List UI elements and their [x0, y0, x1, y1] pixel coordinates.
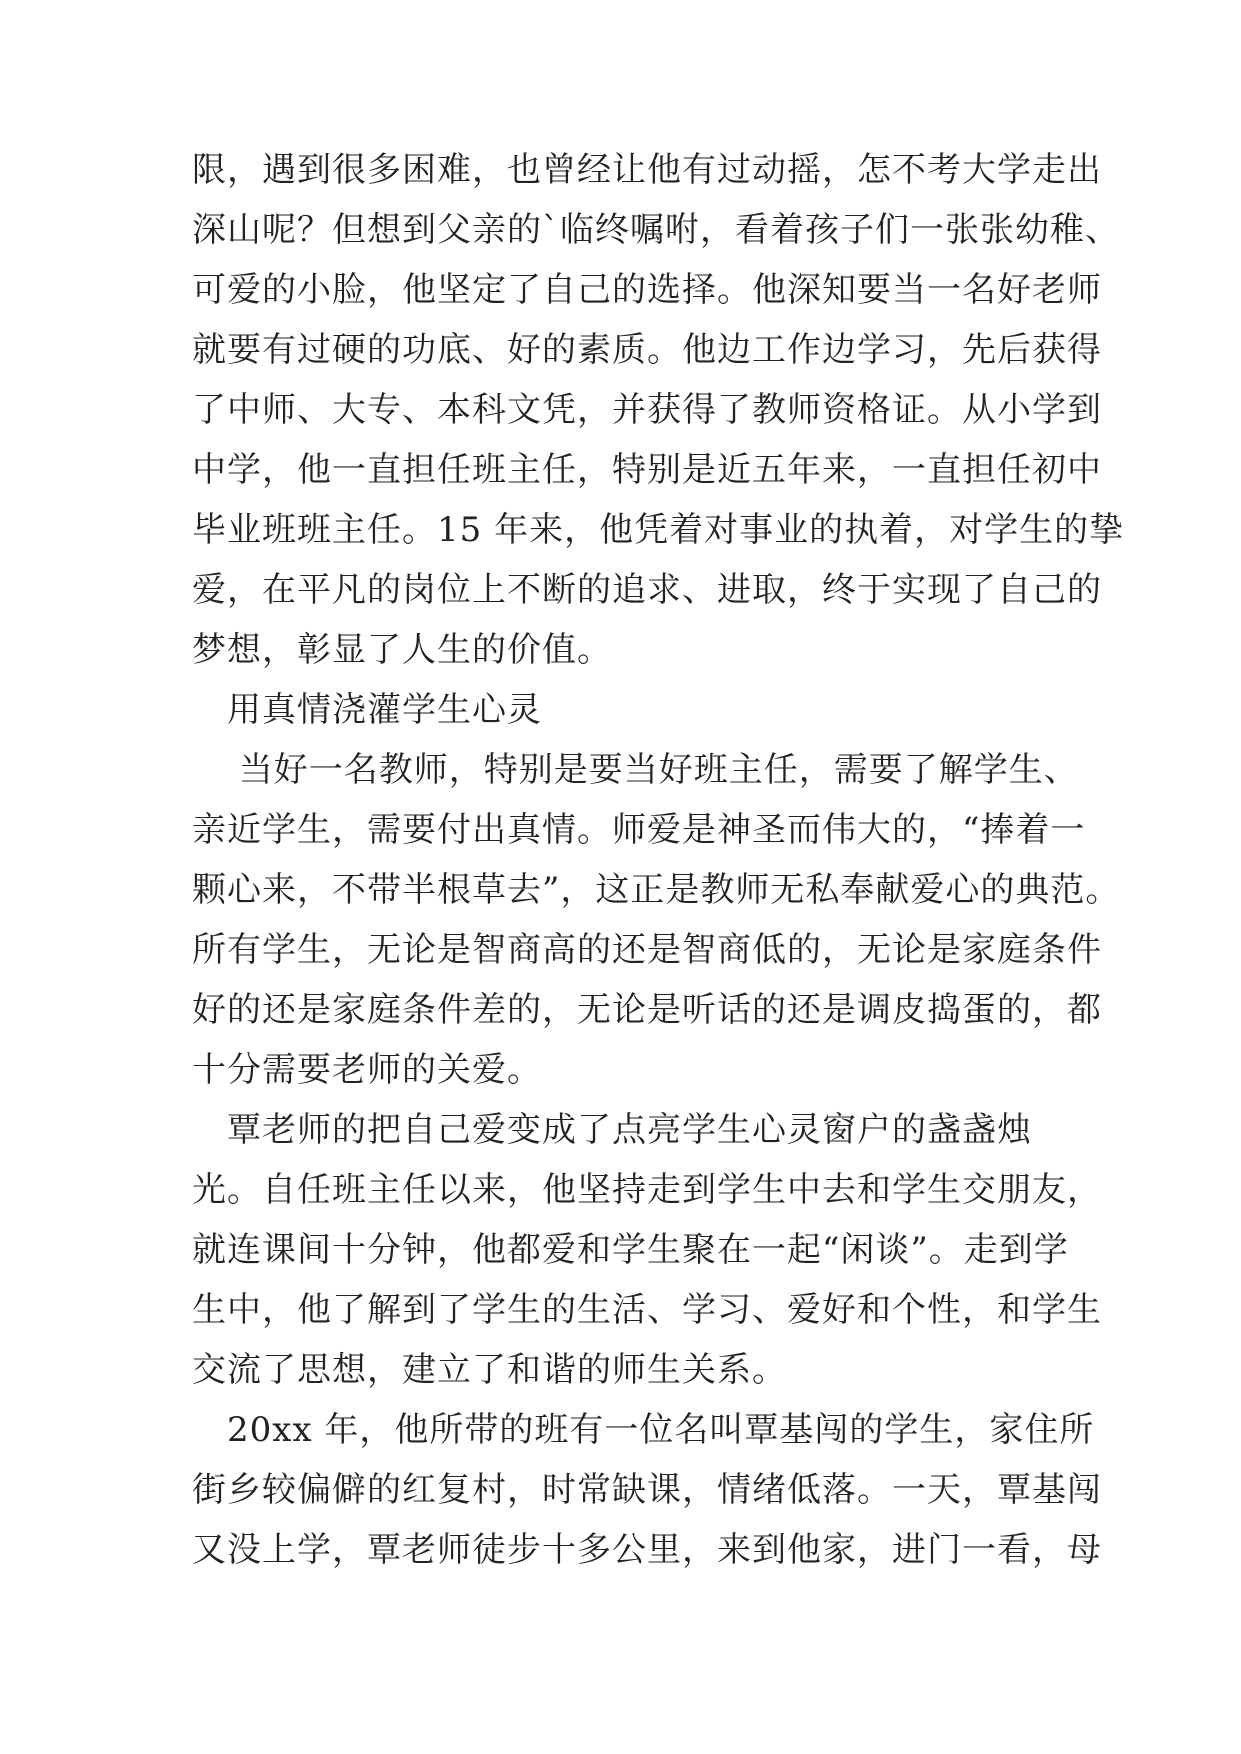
text-line: 限，遇到很多困难，也曾经让他有过动摇，怎不考大学走出 — [192, 150, 1102, 190]
text-line: 街乡较偏僻的红复村，时常缺课，情绪低落。一天，覃基闯 — [192, 1470, 1102, 1510]
text-line: 颗心来，不带半根草去”，这正是教师无私奉献爱心的典范。 — [192, 870, 1121, 910]
text-line: 就连课间十分钟，他都爱和学生聚在一起“闲谈”。走到学 — [192, 1230, 1069, 1270]
text-line: 当好一名教师，特别是要当好班主任，需要了解学生、 — [192, 750, 1079, 790]
text-line: 20xx 年，他所带的班有一位名叫覃基闯的学生，家住所 — [192, 1410, 1095, 1450]
text-line: 十分需要老师的关爱。 — [192, 1050, 542, 1090]
text-line: 所有学生，无论是智商高的还是智商低的，无论是家庭条件 — [192, 930, 1102, 970]
text-line: 亲近学生，需要付出真情。师爱是神圣而伟大的，“捧着一 — [192, 810, 1086, 850]
text-line: 光。自任班主任以来，他坚持走到学生中去和学生交朋友， — [192, 1170, 1102, 1210]
text-line: 爱，在平凡的岗位上不断的追求、进取，终于实现了自己的 — [192, 570, 1102, 610]
text-line: 覃老师的把自己爱变成了点亮学生心灵窗户的盏盏烛 — [192, 1110, 1032, 1150]
text-line: 梦想，彰显了人生的价值。 — [192, 630, 612, 670]
text-line: 中学，他一直担任班主任，特别是近五年来，一直担任初中 — [192, 450, 1102, 490]
text-line: 可爱的小脸，他坚定了自己的选择。他深知要当一名好老师 — [192, 270, 1102, 310]
section-heading: 用真情浇灌学生心灵 — [192, 690, 542, 730]
text-line: 了中师、大专、本科文凭，并获得了教师资格证。从小学到 — [192, 390, 1102, 430]
text-line: 好的还是家庭条件差的，无论是听话的还是调皮捣蛋的，都 — [192, 990, 1102, 1030]
text-line: 生中，他了解到了学生的生活、学习、爱好和个性，和学生 — [192, 1290, 1102, 1330]
text-line: 就要有过硬的功底、好的素质。他边工作边学习，先后获得 — [192, 330, 1102, 370]
text-line: 又没上学，覃老师徒步十多公里，来到他家，进门一看，母 — [192, 1530, 1102, 1570]
text-line: 毕业班班主任。15 年来，他凭着对事业的执着，对学生的挚 — [192, 510, 1125, 550]
text-line: 交流了思想，建立了和谐的师生关系。 — [192, 1350, 787, 1390]
body-text — [192, 140, 1125, 1580]
text-line: 深山呢？但想到父亲的`临终嘱咐，看着孩子们一张张幼稚、 — [192, 210, 1120, 250]
